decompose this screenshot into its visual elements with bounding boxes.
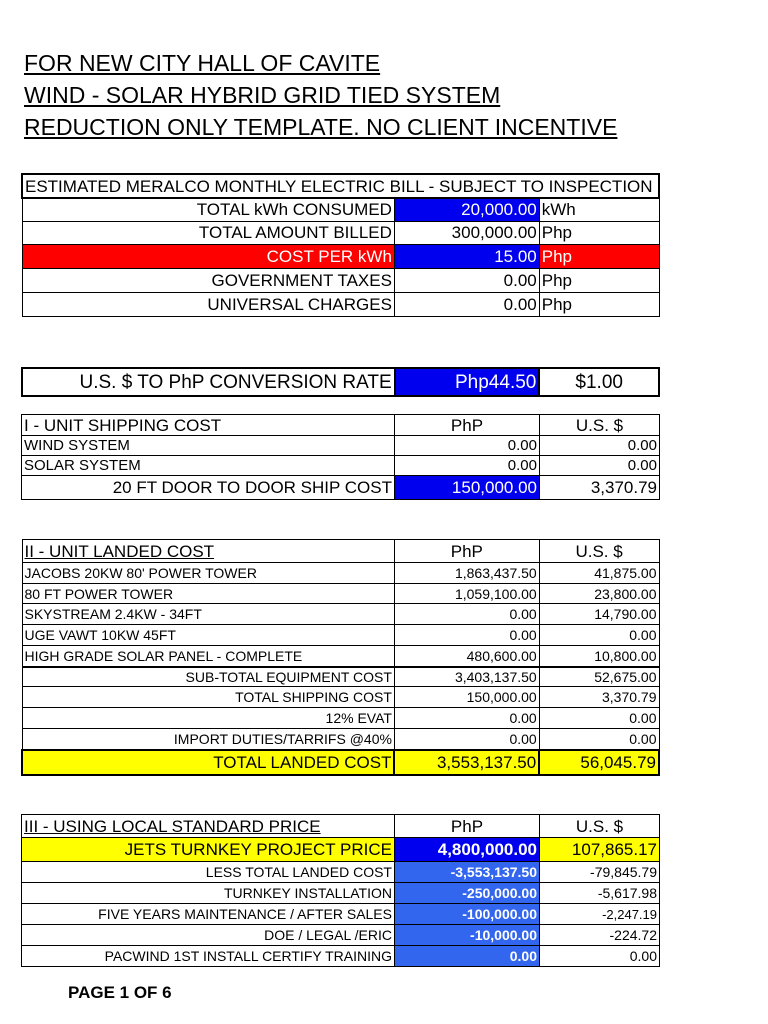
local-row xyxy=(22,946,660,967)
page-footer: PAGE 1 OF 6 xyxy=(68,983,172,1002)
conversion-php[interactable]: Php44.50 xyxy=(395,368,540,396)
landed-item-php: 0.00 xyxy=(394,625,539,646)
local-price-table xyxy=(21,814,660,967)
turnkey-price-label: JETS TURNKEY PROJECT PRICE xyxy=(22,838,395,862)
landed-item-row xyxy=(22,563,659,584)
landed-item-usd: 41,875.00 xyxy=(539,563,659,584)
landed-col-php: PhP xyxy=(394,540,539,563)
local-label: TURNKEY INSTALLATION xyxy=(22,883,395,904)
landed-col-usd: U.S. $ xyxy=(539,540,659,563)
landed-item-php: 0.00 xyxy=(394,604,539,625)
local-label: PACWIND 1ST INSTALL CERTIFY TRAINING xyxy=(22,946,395,967)
shipping-title: I - UNIT SHIPPING COST xyxy=(22,415,395,436)
landed-total-php: 150,000.00 xyxy=(394,687,539,708)
bill-value[interactable]: 20,000.00 xyxy=(394,198,539,221)
landed-total-row xyxy=(22,687,659,708)
shipping-usd: 0.00 xyxy=(540,436,660,456)
landed-item-label: JACOBS 20KW 80' POWER TOWER xyxy=(22,563,394,584)
shipping-table xyxy=(21,414,660,500)
local-header-row xyxy=(22,815,660,838)
landed-total-label: 12% EVAT xyxy=(22,708,394,729)
bill-value: 300,000.00 xyxy=(394,221,539,244)
landed-item-usd: 10,800.00 xyxy=(539,646,659,667)
landed-item-row xyxy=(22,646,659,667)
landed-item-label: UGE VAWT 10KW 45FT xyxy=(22,625,394,646)
landed-total-label: SUB-TOTAL EQUIPMENT COST xyxy=(22,667,394,687)
bill-value[interactable]: 15.00 xyxy=(394,244,539,268)
landed-total-usd: 0.00 xyxy=(539,708,659,729)
bill-row xyxy=(22,244,659,268)
bill-unit: Php xyxy=(539,244,659,268)
local-label: LESS TOTAL LANDED COST xyxy=(22,862,395,883)
landed-grand-total-row xyxy=(22,750,659,775)
bill-label: UNIVERSAL CHARGES xyxy=(22,292,394,316)
landed-total-label: TOTAL SHIPPING COST xyxy=(22,687,394,708)
bill-unit: kWh xyxy=(539,198,659,221)
landed-total-php: 3,403,137.50 xyxy=(394,667,539,687)
landed-total-usd: 52,675.00 xyxy=(539,667,659,687)
electric-bill-table xyxy=(21,173,660,317)
landed-item-php: 480,600.00 xyxy=(394,646,539,667)
shipping-row xyxy=(22,456,660,476)
landed-total-usd: 3,370.79 xyxy=(539,687,659,708)
landed-item-row xyxy=(22,625,659,646)
shipping-php: 0.00 xyxy=(395,436,540,456)
conversion-label: U.S. $ TO PhP CONVERSION RATE xyxy=(22,368,395,396)
shipping-row xyxy=(22,436,660,456)
landed-item-row xyxy=(22,604,659,625)
conversion-row xyxy=(22,368,659,396)
turnkey-price-php[interactable]: 4,800,000.00 xyxy=(395,838,540,862)
local-row xyxy=(22,883,660,904)
local-usd: -224.72 xyxy=(540,925,660,946)
local-row xyxy=(22,862,660,883)
landed-total-row xyxy=(22,667,659,687)
bill-header: ESTIMATED MERALCO MONTHLY ELECTRIC BILL - SUBJECT TO INSPECTION xyxy=(22,174,659,198)
bill-unit: Php xyxy=(539,268,659,292)
bill-label: COST PER kWh xyxy=(22,244,394,268)
landed-item-php: 1,059,100.00 xyxy=(394,584,539,604)
local-php[interactable]: -10,000.00 xyxy=(395,925,540,946)
bill-row xyxy=(22,221,659,244)
local-php[interactable]: -100,000.00 xyxy=(395,904,540,925)
local-row xyxy=(22,925,660,946)
shipping-usd: 3,370.79 xyxy=(540,476,660,500)
shipping-label: WIND SYSTEM xyxy=(22,436,395,456)
conversion-table xyxy=(21,367,660,397)
bill-unit: Php xyxy=(539,221,659,244)
bill-row xyxy=(22,292,659,316)
landed-item-label: SKYSTREAM 2.4KW - 34FT xyxy=(22,604,394,625)
landed-grand-usd: 56,045.79 xyxy=(539,750,659,775)
bill-label: GOVERNMENT TAXES xyxy=(22,268,394,292)
shipping-row xyxy=(22,476,660,500)
shipping-php[interactable]: 150,000.00 xyxy=(395,476,540,500)
turnkey-price-row xyxy=(22,838,660,862)
landed-item-php: 1,863,437.50 xyxy=(394,563,539,584)
landed-grand-label: TOTAL LANDED COST xyxy=(22,750,394,775)
landed-total-php: 0.00 xyxy=(394,708,539,729)
bill-value: 0.00 xyxy=(394,292,539,316)
title-line-2: WIND - SOLAR HYBRID GRID TIED SYSTEM xyxy=(24,82,501,108)
shipping-header-row xyxy=(22,415,660,436)
landed-grand-php: 3,553,137.50 xyxy=(394,750,539,775)
landed-title: II - UNIT LANDED COST xyxy=(22,540,394,563)
local-col-usd: U.S. $ xyxy=(540,815,660,838)
landed-header-row xyxy=(22,540,659,563)
landed-total-row xyxy=(22,729,659,750)
local-usd: -2,247.19 xyxy=(540,904,660,925)
shipping-php: 0.00 xyxy=(395,456,540,476)
bill-header-row xyxy=(22,174,659,198)
shipping-label: 20 FT DOOR TO DOOR SHIP COST xyxy=(22,476,395,500)
local-php[interactable]: -250,000.00 xyxy=(395,883,540,904)
local-usd: -79,845.79 xyxy=(540,862,660,883)
landed-item-usd: 14,790.00 xyxy=(539,604,659,625)
local-label: DOE / LEGAL /ERIC xyxy=(22,925,395,946)
landed-total-row xyxy=(22,708,659,729)
local-php[interactable]: 0.00 xyxy=(395,946,540,967)
bill-value: 0.00 xyxy=(394,268,539,292)
landed-item-row xyxy=(22,584,659,604)
local-usd: -5,617.98 xyxy=(540,883,660,904)
title-line-3: REDUCTION ONLY TEMPLATE. NO CLIENT INCENTIVE xyxy=(24,114,618,140)
bill-row xyxy=(22,198,659,221)
local-col-php: PhP xyxy=(395,815,540,838)
landed-item-label: 80 FT POWER TOWER xyxy=(22,584,394,604)
turnkey-price-usd: 107,865.17 xyxy=(540,838,660,862)
local-title: III - USING LOCAL STANDARD PRICE xyxy=(22,815,395,838)
bill-label: TOTAL kWh CONSUMED xyxy=(22,198,394,221)
landed-item-usd: 23,800.00 xyxy=(539,584,659,604)
bill-row xyxy=(22,268,659,292)
bill-unit: Php xyxy=(539,292,659,316)
shipping-usd: 0.00 xyxy=(540,456,660,476)
shipping-col-php: PhP xyxy=(395,415,540,436)
conversion-usd: $1.00 xyxy=(539,368,659,396)
shipping-label: SOLAR SYSTEM xyxy=(22,456,395,476)
bill-label: TOTAL AMOUNT BILLED xyxy=(22,221,394,244)
landed-total-php: 0.00 xyxy=(394,729,539,750)
landed-item-label: HIGH GRADE SOLAR PANEL - COMPLETE xyxy=(22,646,394,667)
local-usd: 0.00 xyxy=(540,946,660,967)
landed-item-usd: 0.00 xyxy=(539,625,659,646)
shipping-col-usd: U.S. $ xyxy=(540,415,660,436)
landed-total-usd: 0.00 xyxy=(539,729,659,750)
local-php[interactable]: -3,553,137.50 xyxy=(395,862,540,883)
landed-table xyxy=(21,539,660,776)
local-row xyxy=(22,904,660,925)
local-label: FIVE YEARS MAINTENANCE / AFTER SALES xyxy=(22,904,395,925)
landed-total-label: IMPORT DUTIES/TARRIFS @40% xyxy=(22,729,394,750)
title-line-1: FOR NEW CITY HALL OF CAVITE xyxy=(24,50,381,76)
